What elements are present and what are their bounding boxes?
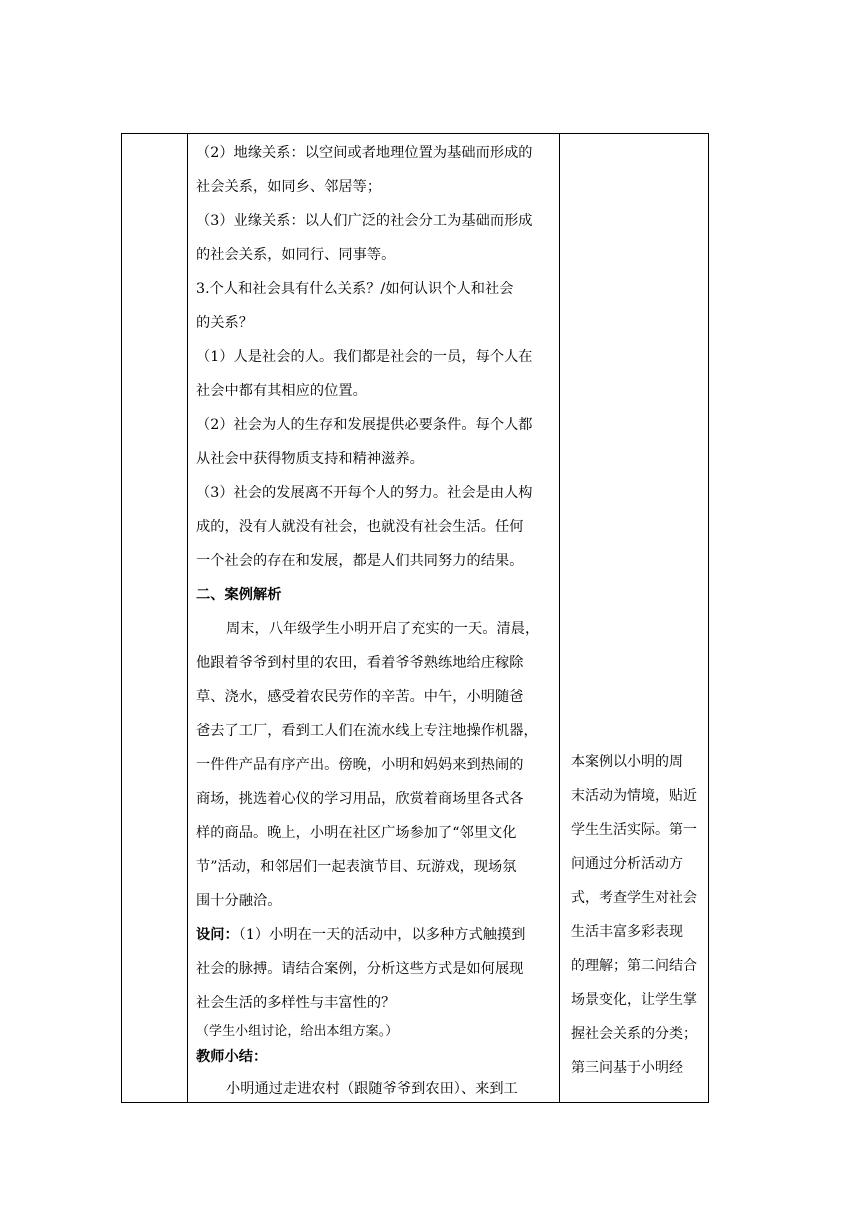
intent-line: 问通过分析活动方 xyxy=(571,856,683,872)
content-line: 从社会中获得物质支持和精神滋养。 xyxy=(196,451,424,467)
content-line: 社会中都有其相应的位置。 xyxy=(196,383,367,399)
content-line: 成的，没有人就没有社会，也就没有社会生活。任何 xyxy=(196,519,524,535)
case-line: 围十分融洽。 xyxy=(196,893,282,909)
intent-line: 第三问基于小明经 xyxy=(571,1060,683,1076)
summary-label: 教师小结： xyxy=(196,1049,268,1065)
lesson-table xyxy=(121,133,709,1103)
case-line: 他跟着爷爷到村里的农田，看着爷爷熟练地给庄稼除 xyxy=(196,655,524,671)
content-line: 3.个人和社会具有什么关系？/如何认识个人和社会 xyxy=(196,281,514,297)
content-line: （2）社会为人的生存和发展提供必要条件。每个人都 xyxy=(196,417,533,433)
question-line xyxy=(196,924,558,944)
section-title: 二、案例解析 xyxy=(196,587,282,603)
content-line: （3）社会的发展离不开每个人的努力。社会是由人构 xyxy=(196,485,533,501)
intent-line: 式，考查学生对社会 xyxy=(571,890,697,906)
case-line: 爸去了工厂，看到工人们在流水线上专注地操作机器， xyxy=(196,723,538,739)
content-line: 的关系？ xyxy=(196,315,253,331)
content-line: （3）业缘关系：以人们广泛的社会分工为基础而形成 xyxy=(196,213,533,229)
intent-line: 握社会关系的分类； xyxy=(571,1026,697,1042)
group-note: （学生小组讨论，给出本组方案。） xyxy=(196,1024,399,1039)
summary-line: 小明通过走进农村（跟随爷爷到农田）、来到工 xyxy=(226,1081,518,1097)
question-line: 社会生活的多样性与丰富性的？ xyxy=(196,995,396,1011)
content-line: 社会关系，如同乡、邻居等； xyxy=(196,179,382,195)
case-line: 周末，八年级学生小明开启了充实的一天。清晨， xyxy=(226,621,540,637)
case-line: 草、浇水，感受着农民劳作的辛苦。中午，小明随爸 xyxy=(196,689,524,705)
question-line: 社会的脉搏。请结合案例，分析这些方式是如何展现 xyxy=(196,961,524,977)
question-label: 设问： xyxy=(196,927,239,943)
content-line: （1）人是社会的人。我们都是社会的一员，每个人在 xyxy=(196,349,533,365)
case-line: 一件件产品有序产出。傍晚，小明和妈妈来到热闹的 xyxy=(196,757,524,773)
content-line: 的社会关系，如同行、同事等。 xyxy=(196,247,396,263)
intent-line: 本案例以小明的周 xyxy=(571,754,683,770)
intent-line: 学生生活实际。第一 xyxy=(571,822,697,838)
case-line: 商场，挑选着心仪的学习用品，欣赏着商场里各式各 xyxy=(196,791,524,807)
column-divider xyxy=(187,134,188,1102)
intent-line: 的理解；第二问结合 xyxy=(571,958,697,974)
content-line: （2）地缘关系：以空间或者地理位置为基础而形成的 xyxy=(196,145,533,161)
question-text: （1）小明在一天的活动中，以多种方式触摸到 xyxy=(238,927,526,943)
intent-line: 末活动为情境，贴近 xyxy=(571,788,697,804)
intent-line: 生活丰富多彩表现 xyxy=(571,924,683,940)
case-line: 节”活动，和邻居们一起表演节目、玩游戏，现场氛 xyxy=(196,859,517,875)
content-line: 一个社会的存在和发展，都是人们共同努力的结果。 xyxy=(196,553,524,569)
case-line: 样的商品。晚上，小明在社区广场参加了“邻里文化 xyxy=(196,825,517,841)
intent-line: 场景变化，让学生掌 xyxy=(571,992,697,1008)
